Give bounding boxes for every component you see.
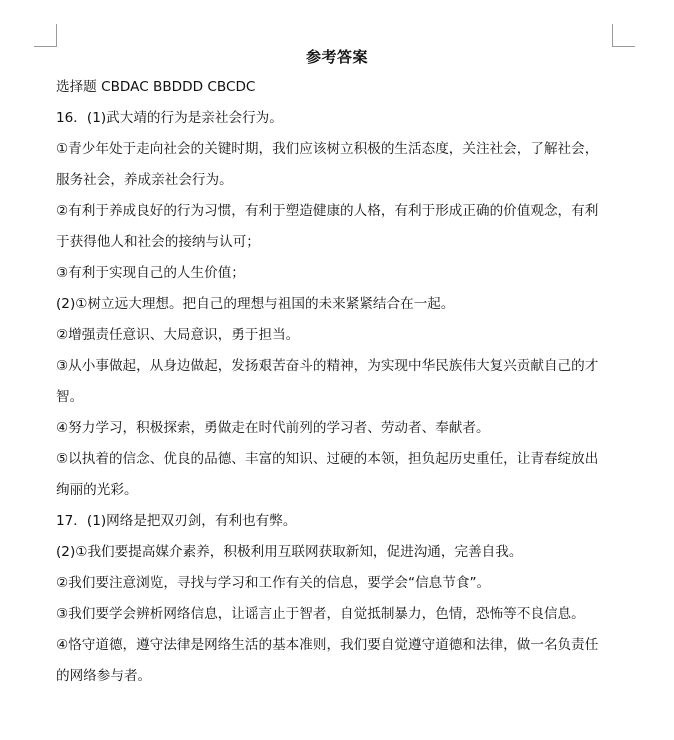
answer-line: (2)①我们要提高媒介素养，积极利用互联网获取新知，促进沟通，完善自我。 <box>56 544 523 560</box>
answer-line: 17．(1)网络是把双刃剑，有利也有弊。 <box>56 513 297 529</box>
answer-line: ⑤以执着的信念、优良的品德、丰富的知识、过硬的本领，担负起历史重任，让青春绽放出 <box>56 451 599 467</box>
answer-line: ②增强责任意识、大局意识，勇于担当。 <box>56 327 300 343</box>
answer-line: ①青少年处于走向社会的关键时期，我们应该树立积极的生活态度，关注社会，了解社会， <box>56 141 599 157</box>
answer-line: 于获得他人和社会的接纳与认可； <box>56 234 260 250</box>
answer-line: ④努力学习，积极探索，勇做走在时代前列的学习者、劳动者、奉献者。 <box>56 420 490 436</box>
answer-line: ③有利于实现自己的人生价值； <box>56 265 245 281</box>
answer-line: 选择题 CBDAC BBDDD CBCDC <box>56 79 256 95</box>
answer-line: 智。 <box>56 389 84 405</box>
answer-line: ②有利于养成良好的行为习惯，有利于塑造健康的人格，有利于形成正确的价值观念，有利 <box>56 203 599 219</box>
page-corner-mark-top-left <box>34 24 57 47</box>
document-title: 参考答案 <box>305 48 368 66</box>
answer-line: ④恪守道德，遵守法律是网络生活的基本准则，我们要自觉遵守道德和法律，做一名负责任 <box>56 637 599 653</box>
answer-line: 服务社会，养成亲社会行为。 <box>56 172 233 188</box>
answer-line: 16．(1)武大靖的行为是亲社会行为。 <box>56 110 283 126</box>
answer-line: 的网络参与者。 <box>56 668 152 684</box>
answer-line: (2)①树立远大理想。把自己的理想与祖国的未来紧紧结合在一起。 <box>56 296 455 312</box>
answer-line: ③从小事做起，从身边做起，发扬艰苦奋斗的精神，为实现中华民族伟大复兴贡献自己的才 <box>56 358 599 374</box>
answer-line: ②我们要注意浏览，寻找与学习和工作有关的信息，要学会“信息节食”。 <box>56 575 491 591</box>
document-body <box>56 72 616 692</box>
answer-line: ③我们要学会辨析网络信息，让谣言止于智者，自觉抵制暴力，色情，恐怖等不良信息。 <box>56 606 585 622</box>
answer-line: 绚丽的光彩。 <box>56 482 138 498</box>
page-corner-mark-top-right <box>612 24 635 47</box>
